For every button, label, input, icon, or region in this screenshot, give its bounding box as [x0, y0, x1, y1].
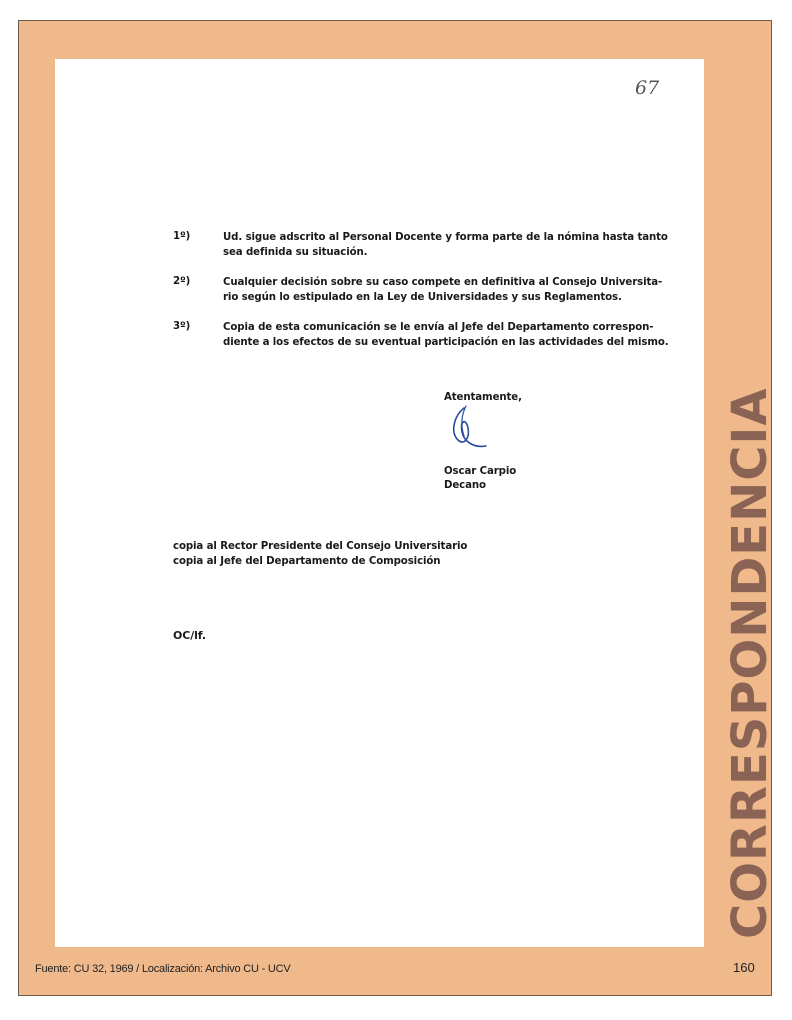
- item-line: Cualquier decisión sobre su caso compete en definitiva al Consejo Universita-: [223, 277, 663, 288]
- reference-initials: OC/lf.: [173, 629, 206, 642]
- item-text: [223, 276, 673, 305]
- signature-mark: [446, 402, 496, 452]
- item-number: 3º): [173, 321, 191, 332]
- copies-list: [173, 539, 467, 569]
- signer-title: Decano: [444, 480, 486, 491]
- item-text: [223, 321, 673, 350]
- signer-name: Oscar Carpio: [444, 466, 517, 477]
- source-caption: Fuente: CU 32, 1969 / Localización: Archivo CU - UCV: [35, 963, 291, 975]
- item-line: Copia de esta comunicación se le envía al Jefe del Departamento correspon-: [223, 322, 654, 333]
- item-line: diente a los efectos de su eventual participación en las actividades del mismo.: [223, 336, 669, 348]
- document-sheet: [55, 59, 704, 947]
- item-line: Ud. sigue adscrito al Personal Docente y forma parte de la nómina hasta tanto: [223, 232, 668, 243]
- item-line: sea definida su situación.: [223, 246, 368, 258]
- closing-block: [444, 392, 644, 491]
- closing-salutation: Atentamente,: [444, 392, 522, 403]
- handwritten-page-number: 67: [635, 77, 660, 99]
- page-number: 160: [733, 960, 755, 975]
- copy-line: copia al Jefe del Departamento de Composición: [173, 556, 441, 567]
- item-number: 2º): [173, 276, 191, 287]
- item-number: 1º): [173, 231, 191, 242]
- copy-line: copia al Rector Presidente del Consejo Universitario: [173, 541, 468, 552]
- section-label: CORRESPONDENCIA: [722, 387, 778, 939]
- item-line: rio según lo estipulado en la Ley de Universidades y sus Reglamentos.: [223, 291, 622, 303]
- item-text: [223, 231, 673, 260]
- page-frame: [18, 20, 778, 996]
